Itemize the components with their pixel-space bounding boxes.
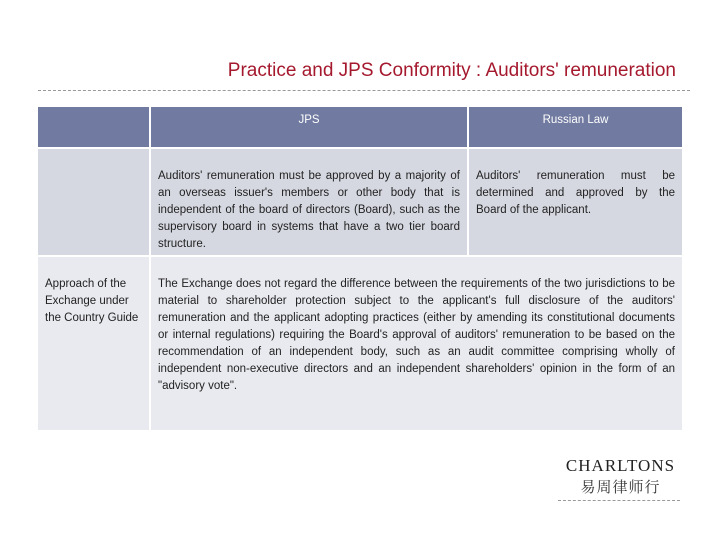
row2-approach: The Exchange does not regard the difference between the requirements of the two jurisdictions to be material to shareholder protection subject to the applicant's full disclosure of the auditors' remuneration and the applicant adopting practices (either by amending its constitutional documents or internal regulations) requiring the Board's approval of auditors' remuneration to be based on the recommendation of an independent body, such as an audit committee comprising wholly of independent non-executive directors and an independent shareholders' opinion in the form of an "advisory vote". [151,257,682,430]
logo-divider [558,500,680,501]
row1-label [38,149,149,255]
header-empty [38,107,149,147]
row1-jps: Auditors' remuneration must be approved by a majority of an overseas issuer's members or other body that is independent of the board of directors (Board), such as the supervisory board in systems that have a two tier board structure. [151,149,467,255]
charltons-logo [558,456,683,497]
logo-zh: 易周律师行 [580,479,661,496]
header-russian-law: Russian Law [469,107,682,147]
header-jps: JPS [151,107,467,147]
title-divider [38,90,690,91]
row1-russian-law: Auditors' remuneration must be determined and approved by the Board of the applicant. [469,149,682,255]
page-title: Practice and JPS Conformity : Auditors' remuneration [227,60,676,81]
row2-label: Approach of the Exchange under the Country Guide [38,257,149,430]
logo-en: CHARLTONS [565,456,676,475]
